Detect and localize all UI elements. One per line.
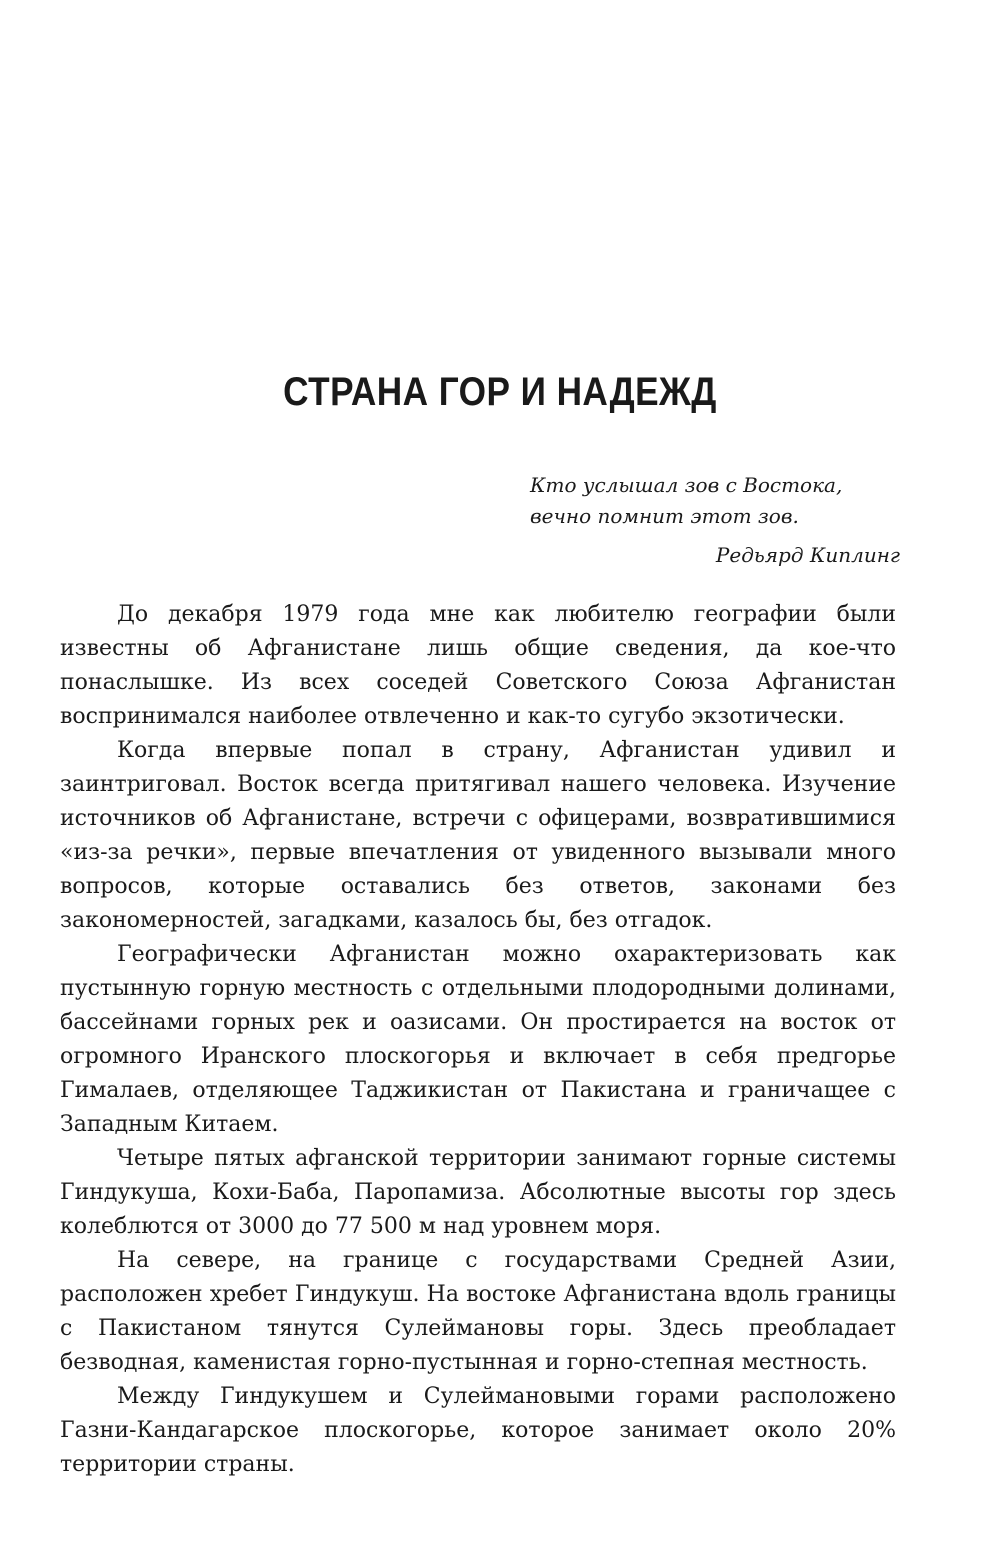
body-text — [60, 598, 896, 1482]
epigraph — [530, 470, 900, 571]
epigraph-text: Кто услышал зов с Востока, вечно помнит этот зов. — [530, 473, 843, 528]
paragraph: До декабря 1979 года мне как любителю географии были известны об Афганистане лишь общие сведения, да кое-что понаслышке. Из всех соседей Советского Союза Афганистан воспринимался наиболее отвлеченно и как-то сугубо экзотически. — [60, 602, 896, 729]
paragraph: Когда впервые попал в страну, Афганистан удивил и заинтриговал. Восток всегда притягивал нашего человека. Изучение источников об Афганистане, встречи с офицерами, возвратившимися «из-за речки», первые впечатления от увиденного вызывали много вопросов, которые оставались без ответов, законами без закономерностей, загадками, казалось бы, без отгадок. — [60, 738, 896, 933]
chapter-title: СТРАНА ГОР И НАДЕЖД — [283, 370, 717, 414]
paragraph: Четыре пятых афганской территории занимают горные системы Гиндукуша, Кохи-Баба, Паропамиза. Абсолютные высоты гор здесь колеблются от 3000 до 77 500 м над уровнем моря. — [60, 1146, 896, 1239]
epigraph-author: Редьярд Киплинг — [715, 543, 900, 567]
paragraph: На севере, на границе с государствами Средней Азии, расположен хребет Гиндукуш. На востоке Афганистана вдоль границы с Пакистаном тянутся Сулеймановы горы. Здесь преобладает безводная, каменистая горно-пустынная и горно-степная местность. — [60, 1248, 896, 1375]
paragraph: Между Гиндукушем и Сулеймановыми горами расположено Газни-Кандагарское плоскогорье, которое занимает около 20% территории страны. — [60, 1384, 896, 1477]
paragraph: Географически Афганистан можно охарактеризовать как пустынную горную местность с отдельными плодородными долинами, бассейнами горных рек и оазисами. Он простирается на восток от огромного Иранского плоскогорья и включает в себя предгорье Гималаев, отделяющее Таджикистан от Пакистана и граничащее с Западным Китаем. — [60, 942, 896, 1137]
